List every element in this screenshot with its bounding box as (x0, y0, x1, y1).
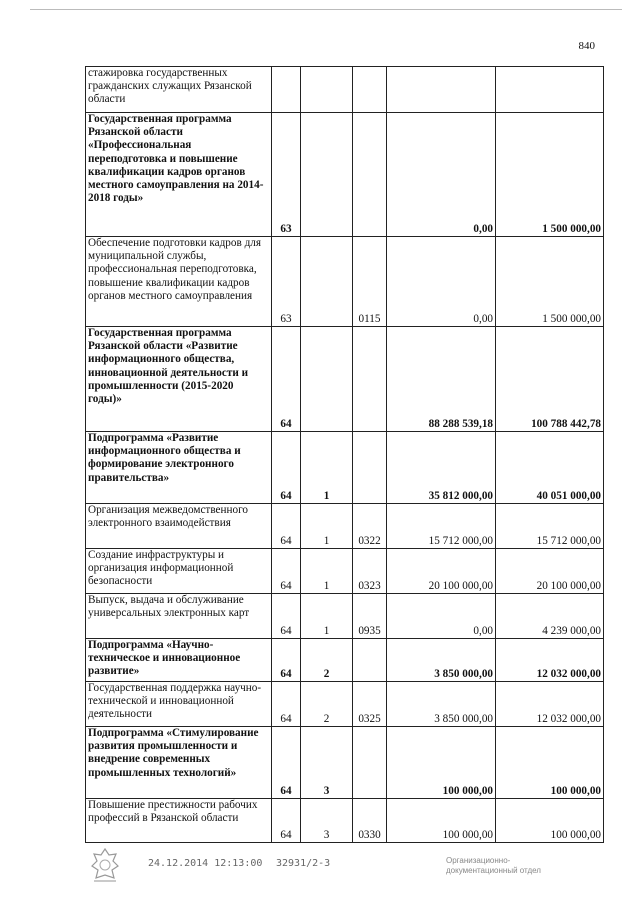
cell-program-code: 64 (272, 432, 301, 504)
budget-table (85, 66, 604, 843)
cell-name: Подпрограмма «Развитие информационного общества и формирование электронного правительства» (86, 432, 272, 504)
cell-subprogram-code: 2 (301, 682, 353, 727)
cell-amount-2: 15 712 000,00 (496, 504, 604, 549)
cell-subprogram-code: 1 (301, 594, 353, 639)
cell-article-code (353, 639, 387, 682)
table-row (86, 639, 604, 682)
cell-amount-1: 0,00 (387, 113, 496, 237)
footer-org (446, 856, 541, 876)
cell-program-code: 64 (272, 504, 301, 549)
cell-subprogram-code (301, 67, 353, 113)
cell-amount-2: 4 239 000,00 (496, 594, 604, 639)
cell-subprogram-code: 2 (301, 639, 353, 682)
cell-article-code (353, 727, 387, 799)
cell-article-code: 0325 (353, 682, 387, 727)
cell-amount-1: 0,00 (387, 594, 496, 639)
cell-article-code: 0935 (353, 594, 387, 639)
cell-amount-2: 1 500 000,00 (496, 237, 604, 327)
footer-org-line1: Организационно- (446, 856, 511, 865)
footer-code: 32931/2-3 (276, 858, 331, 869)
cell-amount-2: 12 032 000,00 (496, 682, 604, 727)
cell-name: Государственная программа Рязанской области «Развитие информационного общества, инновационной деятельности и промышленности (2015-2020 годы)» (86, 327, 272, 432)
cell-amount-2: 100 000,00 (496, 799, 604, 843)
table-row (86, 67, 604, 113)
budget-table-body (86, 67, 604, 843)
table-row (86, 799, 604, 843)
table-row (86, 504, 604, 549)
cell-program-code: 63 (272, 113, 301, 237)
cell-subprogram-code: 1 (301, 504, 353, 549)
cell-subprogram-code (301, 113, 353, 237)
cell-amount-1: 88 288 539,18 (387, 327, 496, 432)
cell-amount-1 (387, 67, 496, 113)
footer (0, 858, 640, 898)
cell-amount-1: 3 850 000,00 (387, 682, 496, 727)
cell-name: Государственная программа Рязанской области «Профессиональная переподготовка и повышение квалификации кадров органов местного самоуправления на 2014-2018 годы» (86, 113, 272, 237)
cell-subprogram-code: 1 (301, 549, 353, 594)
cell-program-code: 64 (272, 327, 301, 432)
table-row (86, 594, 604, 639)
cell-name: Повышение престижности рабочих профессий в Рязанской области (86, 799, 272, 843)
cell-amount-2: 1 500 000,00 (496, 113, 604, 237)
cell-article-code: 0322 (353, 504, 387, 549)
cell-program-code: 64 (272, 682, 301, 727)
cell-subprogram-code (301, 237, 353, 327)
table-row (86, 113, 604, 237)
cell-amount-1: 100 000,00 (387, 799, 496, 843)
cell-program-code: 64 (272, 799, 301, 843)
table-row (86, 237, 604, 327)
footer-org-line2: документационный отдел (446, 866, 541, 875)
page-number: 840 (578, 40, 595, 52)
cell-subprogram-code: 3 (301, 799, 353, 843)
cell-program-code: 63 (272, 237, 301, 327)
cell-program-code: 64 (272, 639, 301, 682)
cell-article-code (353, 67, 387, 113)
cell-amount-2: 100 000,00 (496, 727, 604, 799)
cell-program-code (272, 67, 301, 113)
cell-amount-1: 15 712 000,00 (387, 504, 496, 549)
cell-subprogram-code (301, 327, 353, 432)
cell-amount-2: 40 051 000,00 (496, 432, 604, 504)
cell-article-code (353, 432, 387, 504)
cell-article-code (353, 327, 387, 432)
cell-amount-1: 35 812 000,00 (387, 432, 496, 504)
top-rule (30, 9, 622, 10)
cell-amount-1: 0,00 (387, 237, 496, 327)
cell-amount-1: 20 100 000,00 (387, 549, 496, 594)
cell-subprogram-code: 3 (301, 727, 353, 799)
cell-article-code: 0330 (353, 799, 387, 843)
cell-article-code: 0323 (353, 549, 387, 594)
cell-amount-2: 100 788 442,78 (496, 327, 604, 432)
cell-program-code: 64 (272, 549, 301, 594)
cell-name: Организация межведомственного электронного взаимодействия (86, 504, 272, 549)
cell-amount-2: 20 100 000,00 (496, 549, 604, 594)
cell-name: Подпрограмма «Стимулирование развития промышленности и внедрение современных промышленных технологий» (86, 727, 272, 799)
cell-article-code: 0115 (353, 237, 387, 327)
cell-program-code: 64 (272, 727, 301, 799)
cell-name: Выпуск, выдача и обслуживание универсальных электронных карт (86, 594, 272, 639)
cell-amount-2: 12 032 000,00 (496, 639, 604, 682)
table-row (86, 327, 604, 432)
cell-amount-1: 3 850 000,00 (387, 639, 496, 682)
cell-subprogram-code: 1 (301, 432, 353, 504)
cell-name: Создание инфраструктуры и организация информационной безопасности (86, 549, 272, 594)
table-row (86, 727, 604, 799)
cell-name: Государственная поддержка научно-технической и инновационной деятельности (86, 682, 272, 727)
footer-date: 24.12.2014 12:13:00 (148, 858, 263, 869)
table-row (86, 682, 604, 727)
cell-amount-1: 100 000,00 (387, 727, 496, 799)
cell-program-code: 64 (272, 594, 301, 639)
table-row (86, 549, 604, 594)
cell-amount-2 (496, 67, 604, 113)
cell-name: Подпрограмма «Научно-техническое и инновационное развитие» (86, 639, 272, 682)
table-row (86, 432, 604, 504)
cell-article-code (353, 113, 387, 237)
cell-name: Обеспечение подготовки кадров для муниципальной службы, профессиональная переподготовка, повышение квалификации кадров органов местного самоуправления (86, 237, 272, 327)
cell-name: стажировка государственных гражданских служащих Рязанской области (86, 67, 272, 113)
